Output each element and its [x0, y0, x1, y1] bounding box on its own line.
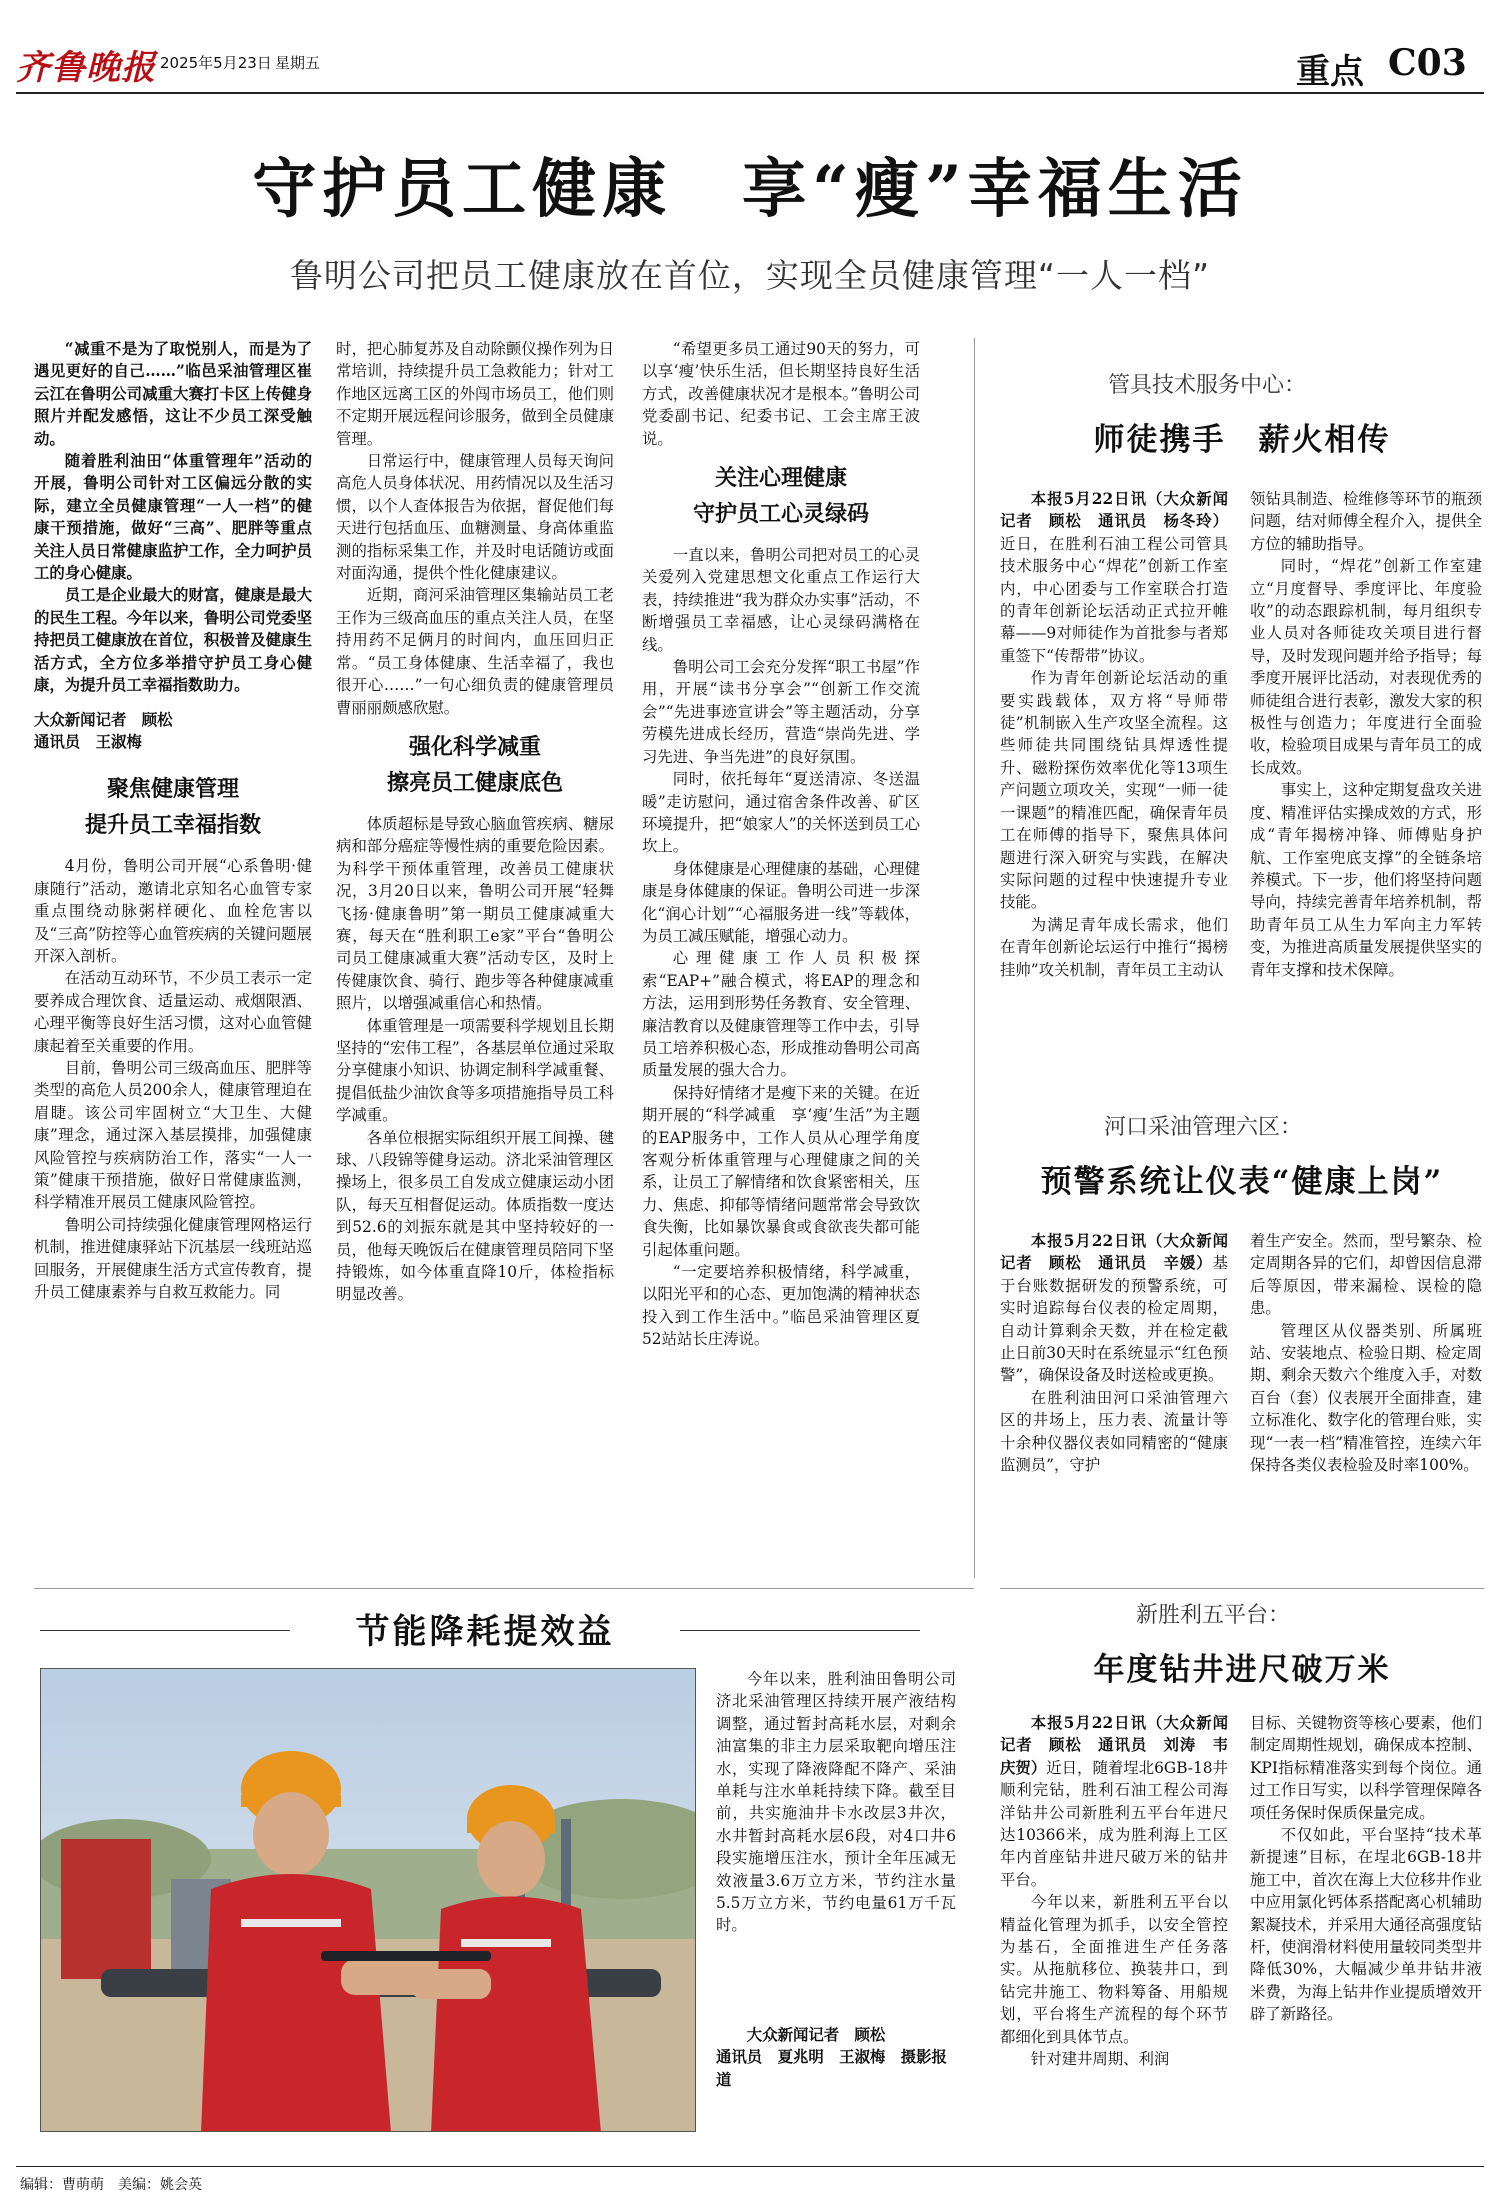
story-kicker: 河口采油管理六区： — [1104, 1115, 1303, 1140]
paragraph: 目标、关键物资等核心要素，他们制定周期性规划，确保成本控制、KPI指标精准落实到每个岗位。通过工作日写实，以科学管理保障各项任务保时保质保量完成。 — [1250, 1714, 1482, 1822]
main-story-column-2 — [336, 338, 614, 1580]
paragraph: 日常运行中，健康管理人员每天询问高危人员身体状况、用药情况以及生活习惯，以个人查体报告为依据，督促他们每天进行包括血压、血糖测量、身高体重监测的指标采集工作，并及时电话随访或面对面沟通，提供个性化健康建议。 — [336, 452, 614, 583]
spacer — [336, 801, 614, 813]
paragraph: 领钻具制造、检维修等环节的瓶颈问题，结对师傅全程介入，提供全方位的辅助指导。 — [1250, 490, 1482, 553]
photo-credit-correspondents: 通讯员 夏兆明 王淑梅 摄影报道 — [716, 2048, 947, 2089]
main-story-column-1 — [34, 338, 312, 1580]
story-kicker: 管具技术服务中心： — [1108, 373, 1307, 398]
main-story-column-3 — [642, 338, 920, 1580]
main-subheadline: 鲁明公司把员工健康放在首位，实现全员健康管理“一人一档” — [289, 256, 1211, 295]
subheading: 擦亮员工健康底色 — [386, 769, 563, 796]
paragraph: 着生产安全。然而，型号繁杂、检定周期各异的它们，却曾因信息滞后等原因，带来漏检、误检的隐患。 — [1250, 1232, 1482, 1318]
story1-column-b — [1250, 488, 1482, 1048]
main-headline: 守护员工健康 享“瘦”幸福生活 — [252, 152, 1248, 227]
photo-story-text — [716, 1668, 956, 2006]
paragraph: 针对建井周期、利润 — [1030, 2050, 1170, 2069]
spacer — [34, 843, 312, 855]
paragraph: 鲁明公司持续强化健康管理网格运行机制，推进健康驿站下沉基层一线班站巡回服务，开展健康生活方式宣传教育，提升员工健康素养与自救互救能力。同 — [34, 1215, 312, 1302]
paragraph: 管理区从仪器类别、所属班站、安装地点、检验日期、检定周期、剩余天数六个维度入手，对数百台（套）仪表展开全面排查，建立标准化、数字化的管理台账，实现“一表一档”精准管控，连续六年保持各类仪表检验及时率100%。 — [1250, 1321, 1482, 1475]
masthead-logo: 齐鲁晚报 — [16, 48, 156, 88]
story-lead-credit: 本报5月22日讯（大众新闻记者 顾松 通讯员 杨冬玲） — [1000, 490, 1228, 531]
byline-reporter: 大众新闻记者 顾松 — [34, 710, 173, 729]
paragraph: 在活动互动环节，不少员工表示一定要养成合理饮食、适量运动、戒烟限酒、心理平衡等良好生活习惯，这对心血管健康起着至关重要的作用。 — [34, 969, 312, 1055]
story-headline: 预警系统让仪表“健康上岗” — [1040, 1164, 1444, 1200]
story-kicker: 新胜利五平台： — [1136, 1603, 1291, 1628]
paragraph: 事实上，这种定期复盘攻关进度、精准评估实操成效的方式，形成“青年揭榜冲锋、师傅贴身护航、工作室兜底支撑”的全链条培养模式。下一步，他们将坚持问题导向，持续完善青年培养机制，帮助青年员工从生力军向主力军转变，为推进高质量发展提供坚实的青年支撑和技术保障。 — [1250, 781, 1482, 979]
story1-column-a — [1000, 488, 1228, 1048]
photo-story-headline: 节能降耗提效益 — [355, 1612, 615, 1652]
story2-column-b — [1250, 1230, 1482, 1574]
footer-editors: 编辑：曹萌萌 美编：姚会英 — [20, 2177, 202, 2193]
paragraph: 鲁明公司工会充分发挥“职工书屋”作用，开展“读书分享会”“创新工作交流会”“先进事迹宣讲会”等主题活动，分享劳模先进成长经历，营造“崇尚先进、学习先进、争当先进”的良好氛围。 — [642, 658, 920, 766]
issue-date: 2025年5月23日 — [160, 54, 272, 72]
subheading: 关注心理健康 — [714, 465, 847, 492]
paragraph: 近期，商河采油管理区集输站员工老王作为三级高血压的重点关注人员，在坚持用药不足俩月的时间内，血压回归正常。“员工身体健康、生活幸福了，我也很开心……”一句心细负责的健康管理员曹丽丽颇感欣慰。 — [336, 586, 614, 717]
subheading: 聚焦健康管理 — [106, 776, 239, 803]
paragraph: 为满足青年成长需求，他们在青年创新论坛运行中推行“揭榜挂帅”攻关机制，青年员工主动认 — [1000, 915, 1228, 979]
spacer — [642, 532, 920, 544]
news-photo — [40, 1668, 696, 2132]
story3-column-b — [1250, 1712, 1482, 2142]
section-divider — [34, 1588, 974, 1589]
paragraph: 心理健康工作人员积极探索“EAP+”融合模式，将EAP的理念和方法，运用到形势任务教育、安全管理、廉洁教育以及健康管理等工作中去，引导员工培养积极心态，形成推动鲁明公司高质量发展的强大合力。 — [642, 949, 920, 1080]
story-headline: 年度钻井进尺破万米 — [1093, 1652, 1391, 1688]
subheading: 守护员工心灵绿码 — [692, 501, 869, 528]
byline-correspondent: 通讯员 王淑梅 — [34, 732, 142, 751]
paragraph: 同时，“焊花”创新工作室建立“月度督导、季度评比、年度验收”的动态跟踪机制，每月组织专业人员对各师徒攻关项目进行督导，及时发现问题并给予指导；每季度开展评比活动，对表现优秀的师徒组合进行表彰，激发大家的积极性与创造力；年度进行全面验收，检验项目成果与青年员工的成长成效。 — [1250, 557, 1482, 777]
paragraph: 作为青年创新论坛活动的重要实践载体，双方将“导师带徒”机制嵌入生产攻坚全流程。这些师徒共同围绕钻具焊透性提升、磁粉探伤效率优化等13项生产问题立项攻关，实现“一师一徒一课题”的精准匹配，确保青年员工在师傅的指导下，聚焦具体问题进行深入研究与实践，在解决实际问题的过程中快速提升专业技能。 — [1000, 669, 1228, 912]
subheading: 强化科学减重 — [408, 733, 541, 760]
story3-column-a — [1000, 1712, 1228, 2142]
paragraph: 在胜利油田河口采油管理六区的井场上，压力表、流量计等十余种仪器仪表如同精密的“健康监测员”，守护 — [1000, 1388, 1228, 1475]
page-number: C03 — [1388, 42, 1467, 84]
paragraph: 今年以来，新胜利五平台以精益化管理为抓手，以安全管控为基石，全面推进生产任务落实。从拖航移位、换装井口，到钻完井施工、物料筹备、用船规划，平台将生产流程的每个环节都细化到具体节点。 — [1000, 1893, 1228, 2046]
footer-divider — [16, 2166, 1484, 2167]
paragraph: 近日，在胜利石油工程公司管具技术服务中心“焊花”创新工作室内，中心团委与工作室联合打造的青年创新论坛活动正式拉开帷幕——9对师徒作为首批参与者郑重签下“传帮带”协议。 — [1000, 534, 1228, 665]
paragraph: 基于台账数据研发的预警系统，可实时追踪每台仪表的检定周期，自动计算剩余天数，并在检定截止日前30天时在系统显示“红色预警”，确保设备及时送检或更换。 — [1000, 1254, 1228, 1385]
column-divider — [974, 338, 975, 1578]
paragraph: 体质超标是导致心脑血管疾病、糖尿病和部分癌症等慢性病的重要危险因素。为科学干预体重管理，改善员工健康状况，3月20日以来，鲁明公司开展“轻舞飞扬·健康鲁明”第一期员工健康减重大赛，每天在“胜利职工e家”平台“鲁明公司员工健康减重大赛”活动专区，及时上传健康饮食、骑行、跑步等各种健康减重照片，以增强减重信心和热情。 — [336, 814, 614, 1013]
paragraph: 身体健康是心理健康的基础，心理健康是身体健康的保证。鲁明公司进一步深化“润心计划”“心福服务进一线”等载体，为员工减压赋能，增强心动力。 — [642, 859, 920, 945]
photo-credit-reporter: 大众新闻记者 顾松 — [746, 2026, 886, 2044]
paragraph: 员工是企业最大的财富，健康是最大的民生工程。今年以来，鲁明公司党委坚持把员工健康放在首位，积极普及健康生活方式，全方位多举措守护员工身心健康，为提升员工幸福指数助力。 — [34, 586, 312, 695]
story-lead-credit: 本报5月22日讯（大众新闻记者 顾松 通讯员 辛媛） — [1000, 1232, 1228, 1273]
header-divider — [16, 92, 1484, 94]
paragraph: 时，把心肺复苏及自动除颤仪操作列为日常培训，持续提升员工急救能力；针对工作地区远离工区的外闯市场员工，他们则不定期开展远程问诊服务，做到全员健康管理。 — [336, 340, 614, 448]
paragraph: 4月份，鲁明公司开展“心系鲁明·健康随行”活动，邀请北京知名心血管专家重点围绕动脉粥样硬化、血栓危害以及“三高”防控等心血管疾病的关键问题展开深入剖析。 — [34, 857, 312, 965]
workers-photo-illustration — [41, 1669, 696, 2132]
subheading: 提升员工幸福指数 — [84, 812, 261, 839]
paragraph: 同时，依托每年“夏送清凉、冬送温暖”走访慰问，通过宿舍条件改善、矿区环境提升，把“娘家人”的关怀送到员工心坎上。 — [642, 770, 920, 856]
paragraph: 保持好情绪才是瘦下来的关键。在近期开展的“科学减重 享‘瘦’生活”为主题的EAP服务中，工作人员从心理学角度客观分析体重管理与心理健康之间的关系，让员工了解情绪和饮食紧密相关，压力、焦虑、抑郁等情绪问题常常会导致饮食失衡，比如暴饮暴食或食欲丧失都可能引起体重问题。 — [642, 1083, 920, 1259]
title-rule — [40, 1630, 290, 1631]
issue-weekday: 星期五 — [275, 54, 321, 72]
paragraph: 近日，随着埕北6GB-18井顺利完钻，胜利石油工程公司海洋钻井公司新胜利五平台年进尺达10366米，成为胜利海上工区年内首座钻井进尺破万米的钻井平台。 — [1000, 1758, 1228, 1889]
photo-credit — [716, 2024, 956, 2091]
paragraph: 今年以来，胜利油田鲁明公司济北采油管理区持续开展产液结构调整，通过暂封高耗水层，对剩余油富集的非主力层采取靶向增压注水，实现了降液降配不降产、采油单耗与注水单耗持续下降。截至目前，共实施油井卡水改层3井次，水井暂封高耗水层6段，对4口井6段实施增压注水，预计全年压减无效液量3.6万立方米，节约注水量5.5万立方米，节约电量61万千瓦时。 — [716, 1670, 956, 1935]
story-headline: 师徒携手 薪火相传 — [1093, 422, 1391, 458]
paragraph: 体重管理是一项需要科学规划且长期坚持的“宏伟工程”，各基层单位通过采取分享健康小知识、协调定制科学减重餐、提倡低盐少油饮食等多项措施指导员工科学减重。 — [336, 1016, 614, 1125]
title-rule — [680, 1630, 920, 1631]
paragraph: 随着胜利油田“体重管理年”活动的开展，鲁明公司针对工区偏远分散的实际，建立全员健康管理“一人一档”的健康干预措施，做好“三高”、肥胖等重点关注人员日常健康监护工作，全力呵护员工的身心健康。 — [34, 452, 312, 583]
paragraph: “一定要培养积极情绪，科学减重，以阳光平和的心态、更加饱满的精神状态投入到工作生活中。”临邑采油管理区夏52站站长庄涛说。 — [642, 1263, 920, 1349]
paragraph: 不仅如此，平台坚持“技术革新提速”目标，在埕北6GB-18井施工中，首次在海上大位移井作业中应用氯化钙体系搭配离心机辅助絮凝技术，并采用大通径高强度钻杆，使润滑材料使用量较同类型井降低30%，大幅减少单井钻井液米费，为海上钻井作业提质增效开辟了新路径。 — [1250, 1826, 1482, 2024]
story-lead-credit: 本报5月22日讯（大众新闻记者 顾松 通讯员 刘涛 韦庆贺） — [1000, 1714, 1228, 1777]
section-divider — [1000, 1588, 1484, 1589]
section-name: 重点 — [1296, 52, 1364, 92]
story2-column-a — [1000, 1230, 1228, 1574]
paragraph: 各单位根据实际组织开展工间操、毽球、八段锦等健身运动。济北采油管理区操场上，很多员工自发成立健康运动小团队，每天互相督促运动。体质指数一度达到52.6的刘振东就是其中坚持较好的一员，他每天晚饭后在健康管理员陪同下坚持锻炼，如今体重直降10斤，体检指标明显改善。 — [336, 1128, 614, 1304]
paragraph: “希望更多员工通过90天的努力，可以享‘瘦’快乐生活，但长期坚持良好生活方式，改善健康状况才是根本。”鲁明公司党委副书记、纪委书记、工会主席王波说。 — [642, 340, 920, 448]
paragraph: 目前，鲁明公司三级高血压、肥胖等类型的高危人员200余人，健康管理迫在眉睫。该公司牢固树立“大卫生、大健康”理念，通过深入基层摸排，加强健康风险管控与疾病防治工作，落实“一人一策”健康干预措施，做好日常健康监测，科学精准开展员工健康风险管控。 — [34, 1058, 312, 1212]
paragraph: 一直以来，鲁明公司把对员工的心灵关爱列入党建思想文化重点工作运行大表，持续推进“我为群众办实事”活动，不断增强员工幸福感，让心灵绿码满格在线。 — [642, 546, 920, 654]
lead-paragraph: “减重不是为了取悦别人，而是为了遇见更好的自己……”临邑采油管理区崔云江在鲁明公司减重大赛打卡区上传健身照片并配发感悟，这让不少员工深受触动。 — [34, 340, 312, 448]
